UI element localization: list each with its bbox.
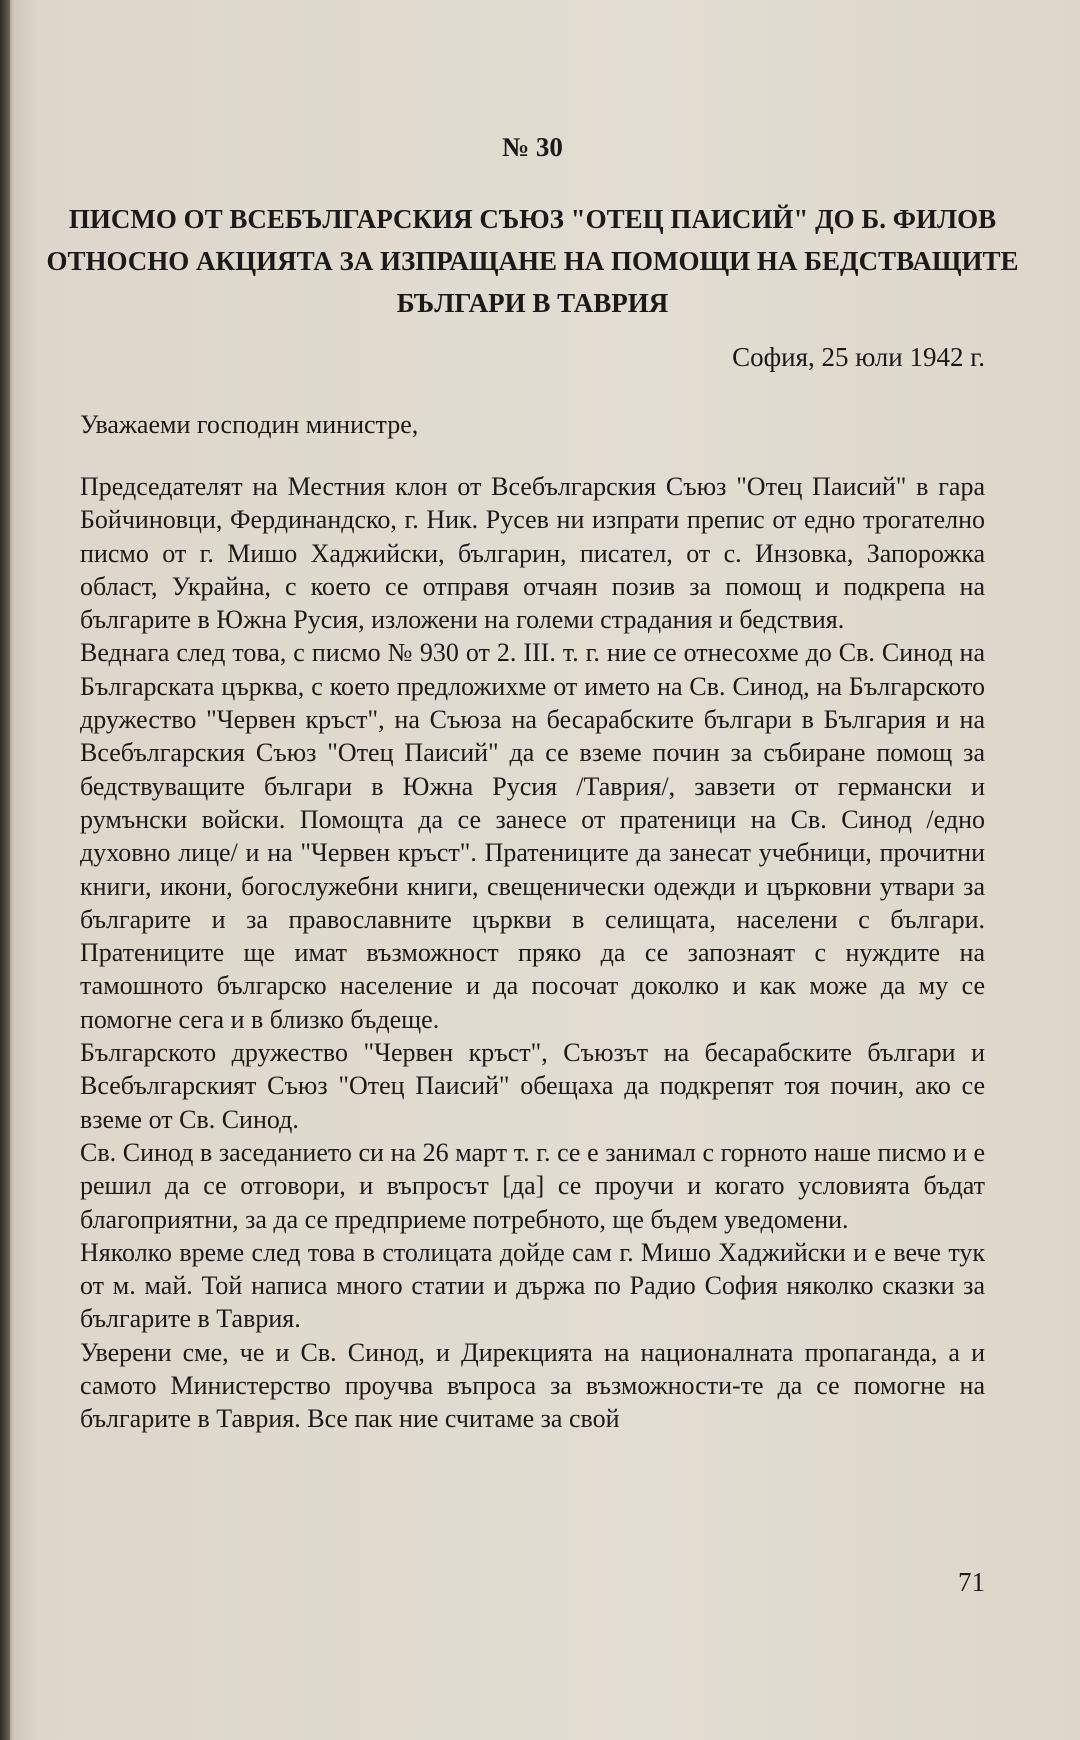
document-date: София, 25 юли 1942 г. [732, 342, 985, 372]
document-number: № 30 [502, 132, 563, 162]
paragraph-6: Уверени сме, че и Св. Синод, и Дирекцията на националната пропаганда, а и самото Министерство проучва въпроса за възможности-те да се помогне на българите в Таврия. Все пак ние считаме за свой [80, 1337, 985, 1434]
salutation: Уважаеми господин министре, [80, 410, 419, 439]
paragraph-2: Веднага след това, с писмо № 930 от 2. III. т. г. ние се отнесохме до Св. Синод на Българската църква, с което предложихме от името на Св. Синод, на Българското дружество "Червен кръст", на Съюза на бесарабските българи в България и на Всебългарския Съюз "Отец Паисий" да се вземе почин за събиране помощ за бедствуващите българи в Южна Русия /Таврия/, завзети от германски и румънски войски. Помощта да се занесе от пратеници на Св. Синод /едно духовно лице/ и на "Червен кръст". Пратениците да занесат учебници, прочитни книги, икони, богослужебни книги, свещенически одежди и църковни утвари за българите и за православните църкви в селищата, населени с българи. Пратениците ще имат възможност пряко да се запознаят с нуждите на тамошното българско население и да посочат доколко и как може да му се помогне сега и в близко бъдеще. [80, 638, 985, 1034]
paragraph-1: Председателят на Местния клон от Всебългарския Съюз "Отец Паисий" в гара Бойчиновци, Фердинандско, г. Ник. Русев ни изпрати препис от едно трогателно писмо от г. Мишо Хаджийски, българин, писател, от с. Инзовка, Запорожка област, Украйна, с което се отправя отчаян позив за помощ и подкрепа на българите в Южна Русия, изложени на големи страдания и бедствия. [80, 472, 985, 635]
paragraph-3: Българското дружество "Червен кръст", Съюзът на бесарабските българи и Всебългарският Съюз "Отец Паисий" обещаха да подкрепят тоя почин, ако се вземе от Св. Синод. [80, 1038, 985, 1134]
letter-body [80, 470, 985, 1436]
book-spine-edge [0, 0, 10, 1740]
document-title: ПИСМО ОТ ВСЕБЪЛГАРСКИЯ СЪЮЗ "ОТЕЦ ПАИСИЙ" ДО Б. ФИЛОВ ОТНОСНО АКЦИЯТА ЗА ИЗПРАЩАНЕ НА ПОМОЩИ НА БЕДСТВАЩИТЕ БЪЛГАРИ В ТАВРИЯ [46, 204, 1019, 318]
paragraph-5: Няколко време след това в столицата дойде сам г. Мишо Хаджийски и е вече тук от м. май. Той написа много статии и държа по Радио София няколко сказки за българите в Таврия. [80, 1237, 985, 1334]
page-number: 71 [958, 1567, 985, 1597]
paragraph-4: Св. Синод в заседанието си на 26 март т. г. се е занимал с горното наше писмо и е решил да се отговори, и въпросът [да] се проучи и когато условията бъдат благоприятни, за да се предприеме потребното, ще бъдем уведомени. [80, 1137, 985, 1234]
